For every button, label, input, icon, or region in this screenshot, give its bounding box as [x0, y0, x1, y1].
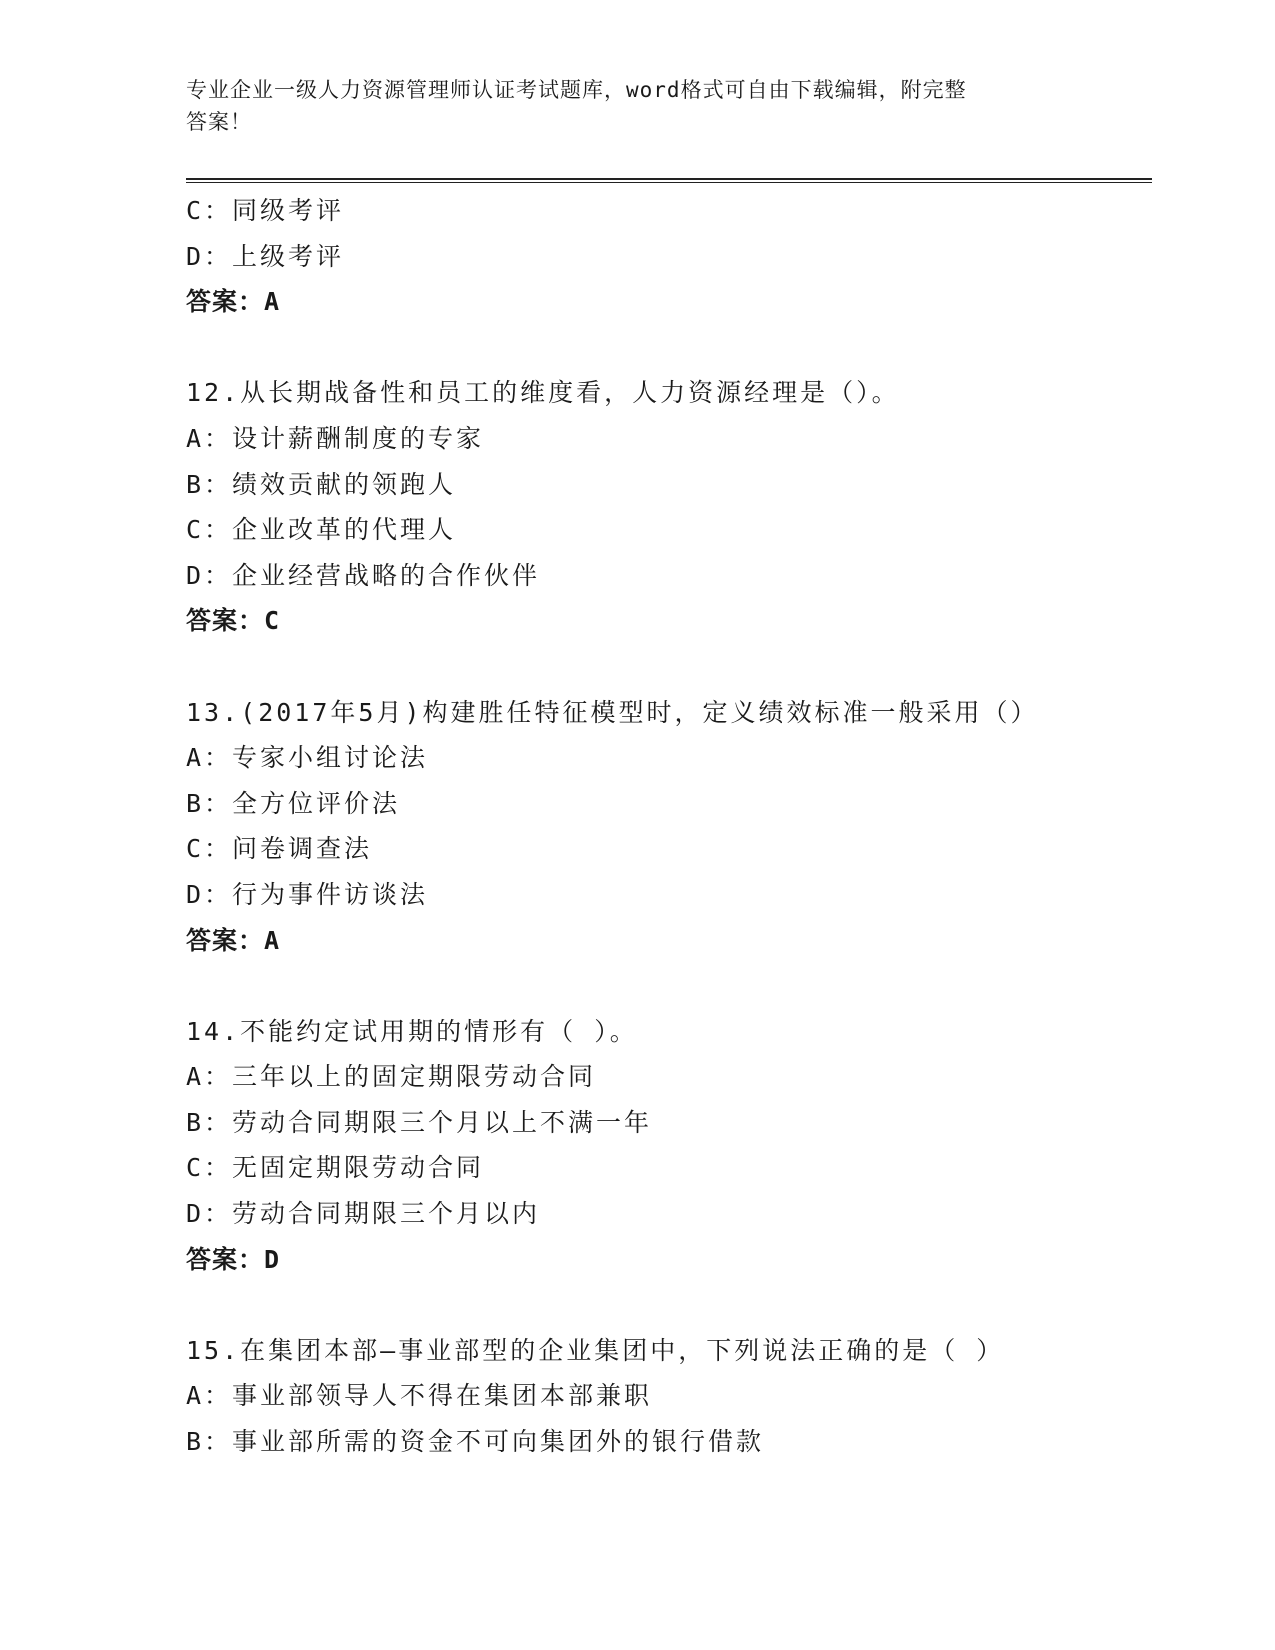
question-stem: 12.从长期战备性和员工的维度看，人力资源经理是（）。 [186, 378, 900, 408]
answer-line: 答案：C [186, 606, 281, 636]
page-header [186, 74, 1066, 138]
question-content [186, 188, 1146, 1465]
header-line-1: 专业企业一级人力资源管理师认证考试题库，word格式可自由下载编辑，附完整 [186, 78, 967, 102]
option-d: D：上级考评 [186, 241, 345, 271]
question-15 [186, 1328, 1146, 1465]
answer-line: 答案：D [186, 1244, 281, 1274]
option-b: B：全方位评价法 [186, 788, 401, 818]
option-c: C：无固定期限劳动合同 [186, 1153, 485, 1183]
option-b: B：劳动合同期限三个月以上不满一年 [186, 1107, 653, 1137]
option-d: D：企业经营战略的合作伙伴 [186, 560, 541, 590]
question-14 [186, 1009, 1146, 1283]
option-a: A：专家小组讨论法 [186, 743, 429, 773]
question-stem: 15.在集团本部—事业部型的企业集团中，下列说法正确的是（ ） [186, 1335, 1005, 1365]
header-divider [186, 178, 1152, 183]
question-12 [186, 370, 1146, 644]
option-c: C：同级考评 [186, 196, 345, 225]
question-11-continued [186, 188, 1146, 325]
option-c: C：企业改革的代理人 [186, 515, 457, 545]
header-line-2: 答案！ [186, 110, 252, 134]
option-a: A：三年以上的固定期限劳动合同 [186, 1062, 597, 1092]
option-b: B：事业部所需的资金不可向集团外的银行借款 [186, 1427, 765, 1457]
option-c: C：问卷调查法 [186, 834, 373, 864]
answer-line: 答案：A [186, 287, 281, 317]
question-stem: 13.(2017年5月)构建胜任特征模型时，定义绩效标准一般采用（） [186, 697, 1039, 727]
option-a: A：事业部领导人不得在集团本部兼职 [186, 1381, 653, 1411]
question-stem: 14.不能约定试用期的情形有（ ）。 [186, 1016, 638, 1046]
option-a: A：设计薪酬制度的专家 [186, 423, 485, 453]
answer-line: 答案：A [186, 925, 281, 955]
question-13 [186, 690, 1146, 964]
option-d: D：劳动合同期限三个月以内 [186, 1199, 541, 1229]
option-d: D：行为事件访谈法 [186, 879, 429, 909]
option-b: B：绩效贡献的领跑人 [186, 469, 457, 499]
